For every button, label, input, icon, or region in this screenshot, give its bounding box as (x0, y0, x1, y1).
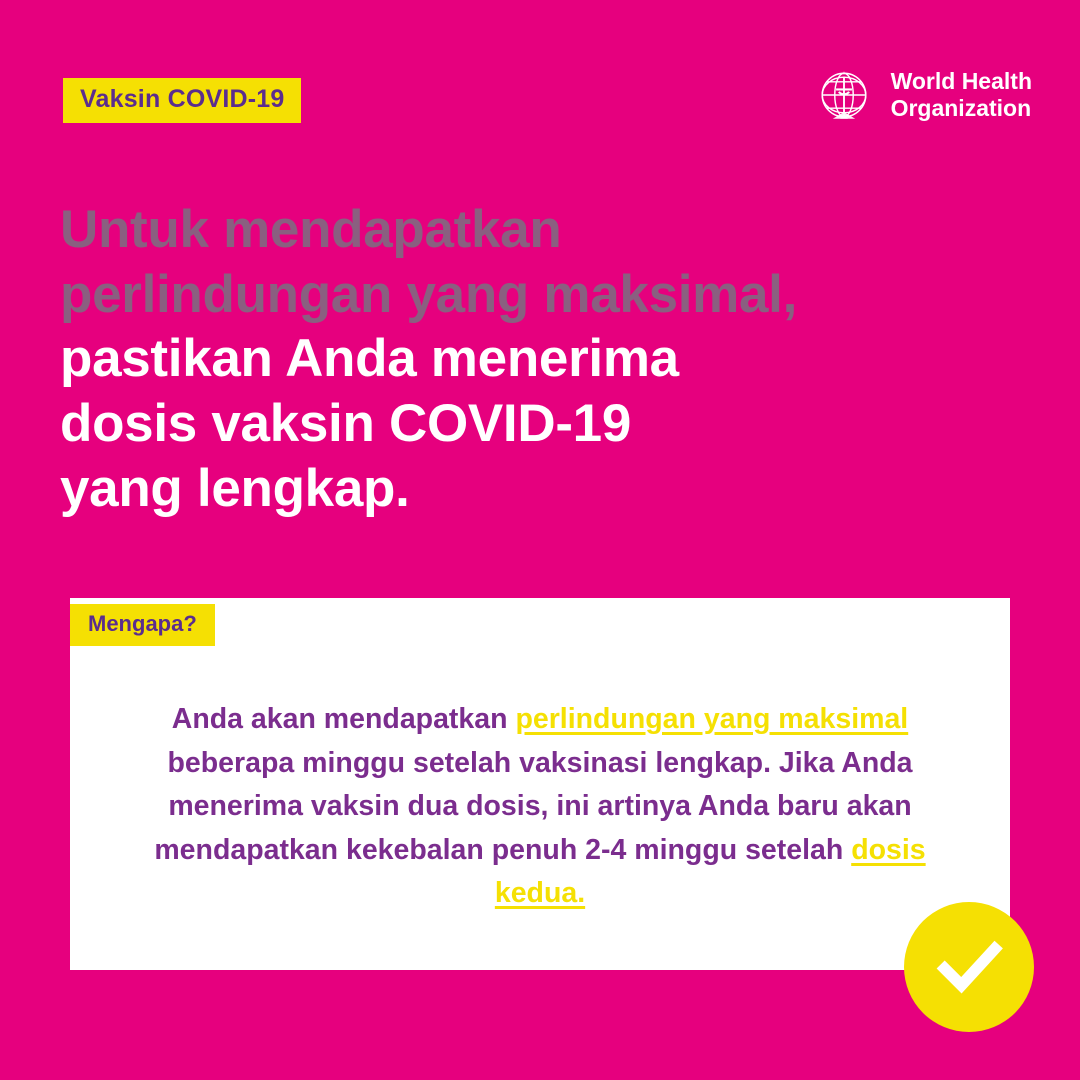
info-card (70, 598, 1010, 970)
card-body-highlight-1: perlindungan yang maksimal (515, 703, 909, 735)
card-body-highlight-2: dosis kedua. (494, 833, 926, 910)
who-wordmark (891, 68, 1032, 121)
headline-dim-line-2: perlindungan yang maksimal, (60, 264, 798, 324)
card-body-part-1: Anda akan mendapatkan (171, 703, 516, 735)
headline-bright-line-2: dosis vaksin COVID-19 (60, 393, 632, 453)
check-mark-icon (931, 929, 1007, 1005)
who-logo (811, 62, 1032, 128)
headline-bright-line-3: yang lengkap. (60, 458, 410, 518)
who-wordmark-line1: World Health (890, 68, 1032, 95)
card-badge: Mengapa? (70, 604, 215, 646)
headline (60, 198, 1020, 521)
topic-badge: Vaksin COVID-19 (63, 78, 301, 123)
headline-bright-line-1: pastikan Anda menerima (60, 329, 679, 389)
who-wordmark-line2: Organization (890, 95, 1032, 121)
headline-dim-line-1: Untuk mendapatkan (60, 200, 562, 259)
check-badge (904, 902, 1034, 1032)
card-body-part-2: beberapa minggu setelah vaksinasi lengkap. Jika Anda menerima vaksin dua dosis, ini artinya Anda baru akan mendapatkan kekebalan penuh 2-4 minggu setelah (154, 746, 913, 866)
who-emblem-icon (811, 62, 877, 128)
card-body-text (122, 698, 958, 916)
